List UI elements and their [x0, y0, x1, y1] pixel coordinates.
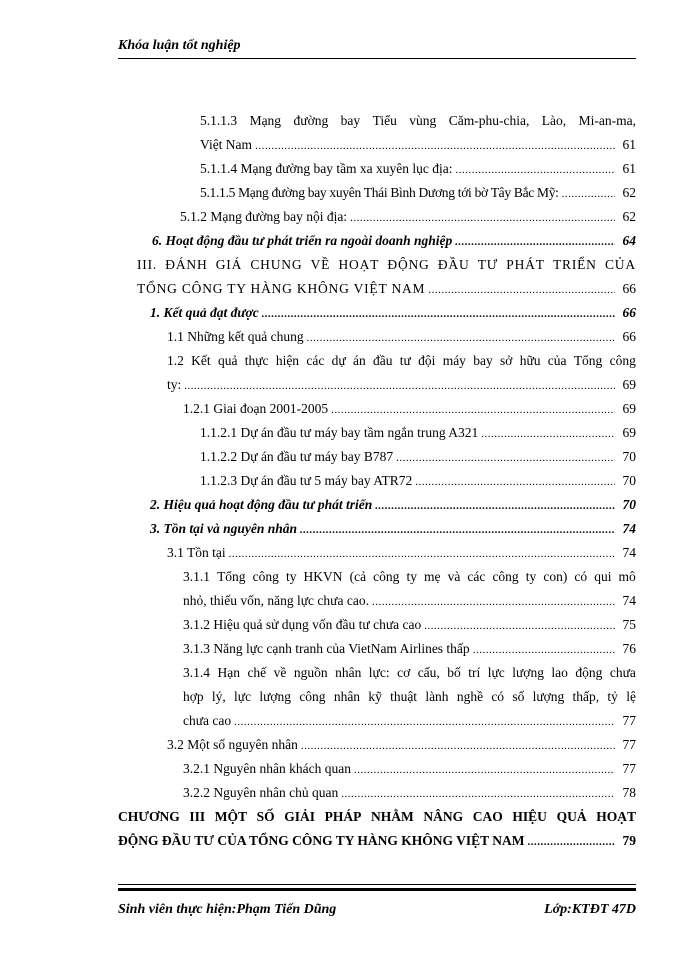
- page-number: 74: [622, 521, 636, 536]
- toc-word: ĐỘNG: [387, 257, 430, 272]
- toc-word: có: [491, 689, 505, 704]
- toc-word: HOẠT: [596, 809, 636, 824]
- toc-word: thấp,: [572, 689, 600, 704]
- toc-word: (cả: [349, 569, 367, 584]
- toc-word: lý,: [211, 689, 226, 704]
- toc-word: quả: [217, 353, 238, 368]
- toc-entry-5-1-2[interactable]: 5.1.2 Mạng đường bay nội địa: ..... 62: [180, 208, 636, 227]
- toc-word: lành: [425, 689, 449, 704]
- toc-word: MỘT: [214, 809, 248, 824]
- toc-word: vùng: [409, 113, 437, 128]
- toc-word: CỦA: [604, 257, 636, 272]
- toc-word: NÂNG: [423, 809, 464, 824]
- toc-word: hiện: [275, 353, 300, 368]
- toc-word: ty: [406, 569, 417, 584]
- toc-entry-3-2[interactable]: 3.2 Một số nguyên nhân ..... 77: [167, 736, 636, 755]
- toc-entry-3-1-2[interactable]: 3.1.2 Hiệu quả sử dụng vốn đầu tư chưa cao ..... 75: [183, 616, 636, 635]
- toc-entry-III[interactable]: TỔNG CÔNG TY HÀNG KHÔNG VIỆT NAM ..... 66: [137, 280, 636, 299]
- toc-entry-chapter-III[interactable]: ĐỘNG ĐẦU TƯ CỦA TỔNG CÔNG TY HÀNG KHÔNG VIỆT NAM ..... 79: [118, 832, 636, 851]
- toc-word: nguồn: [293, 665, 328, 680]
- toc-word: GIẢI: [284, 809, 316, 824]
- toc-word: đường: [293, 113, 329, 128]
- page-number: 74: [622, 545, 636, 560]
- toc-word: 5.1.1.3: [200, 113, 238, 128]
- toc-word: mẹ: [424, 569, 441, 584]
- toc-word: cấu,: [417, 665, 440, 680]
- header-title: Khóa luận tốt nghiệp: [118, 38, 241, 53]
- toc-word: ty: [525, 569, 537, 584]
- toc-word: lao: [551, 665, 568, 680]
- toc-entry-3[interactable]: 3. Tồn tại và nguyên nhân ..... 74: [150, 520, 636, 539]
- page-number: 69: [622, 377, 636, 392]
- toc-word: CHUNG: [250, 257, 303, 272]
- toc-word: lượng: [512, 665, 544, 680]
- page-number: 69: [622, 401, 636, 416]
- toc-entry-1-1-2-1[interactable]: 1.1.2.1 Dự án đầu tư máy bay tầm ngắn trung A321 ..... 69: [200, 424, 636, 443]
- page-number: 75: [622, 617, 636, 632]
- toc-entry-1-2-line1[interactable]: [167, 352, 636, 370]
- page-number: 76: [622, 641, 636, 656]
- toc-word: tỷ: [607, 689, 618, 704]
- toc-word: SỐ: [256, 809, 275, 824]
- toc-word: lượng: [532, 689, 565, 704]
- toc-word: công: [609, 353, 636, 368]
- toc-word: nghề: [456, 689, 484, 704]
- page-number: 77: [622, 713, 636, 728]
- toc-word: PHÁP: [324, 809, 362, 824]
- toc-entry-5-1-1-4[interactable]: 5.1.1.4 Mạng đường bay tầm xa xuyên lục địa: ..... 61: [200, 160, 636, 179]
- toc-word: trí: [468, 665, 481, 680]
- toc-entry-3-2-2[interactable]: 3.2.2 Nguyên nhân chủ quan ..... 78: [183, 784, 636, 803]
- toc-word: Tổng: [573, 353, 603, 368]
- toc-word: III.: [137, 257, 158, 272]
- toc-word: chưa: [609, 665, 636, 680]
- toc-word: HOẠT: [338, 257, 380, 272]
- page-number: 61: [622, 137, 636, 152]
- toc-entry-2[interactable]: 2. Hiệu quả hoạt động đầu tư phát triển ..... 70: [150, 496, 636, 515]
- toc-word: CHƯƠNG: [118, 809, 180, 824]
- page-number: 78: [622, 785, 636, 800]
- toc-word: hợp: [183, 689, 204, 704]
- toc-word: thực: [244, 353, 269, 368]
- toc-word: của: [547, 353, 567, 368]
- toc-word: Mạng: [249, 113, 282, 128]
- toc-word: tư: [399, 353, 411, 368]
- toc-word: 1.2: [167, 353, 184, 368]
- toc-word: Lào,: [541, 113, 567, 128]
- toc-word: sở: [500, 353, 513, 368]
- toc-entry-3-1-4[interactable]: chưa cao ..... 77: [183, 712, 636, 731]
- toc-word: các: [467, 569, 486, 584]
- toc-word: ĐẦU: [437, 257, 470, 272]
- toc-entry-3-1-4-line1[interactable]: [183, 664, 636, 682]
- toc-word: bay: [340, 113, 361, 128]
- toc-word: Hạn: [217, 665, 240, 680]
- toc-word: công: [299, 689, 326, 704]
- toc-entry-6[interactable]: 6. Hoạt động đầu tư phát triển ra ngoài doanh nghiệp ..... 64: [152, 232, 636, 251]
- toc-entry-chapter-III-line1[interactable]: [118, 808, 636, 826]
- toc-word: kỹ: [368, 689, 382, 704]
- toc-entry-3-1-4-line2[interactable]: [183, 688, 636, 706]
- toc-word: nhân: [333, 689, 361, 704]
- toc-word: công: [373, 569, 400, 584]
- toc-word: cơ: [397, 665, 411, 680]
- footer-rule-thin: [118, 884, 636, 885]
- toc-word: VỀ: [310, 257, 331, 272]
- toc-word: con): [543, 569, 568, 584]
- toc-word: TƯ: [477, 257, 499, 272]
- page-number: 77: [622, 737, 636, 752]
- toc-entry-5-1-1-3[interactable]: Việt Nam ..... 61: [200, 136, 636, 155]
- page-number: 70: [622, 449, 636, 464]
- toc-word: Tổng: [217, 569, 246, 584]
- toc-word: lực: [234, 689, 252, 704]
- toc-word: 3.1.4: [183, 665, 210, 680]
- toc-entry-1[interactable]: 1. Kết quả đạt được ..... 66: [150, 304, 636, 323]
- page-footer: [118, 902, 636, 918]
- footer-class: Lớp:KTĐT 47D: [544, 902, 636, 917]
- toc-word: đầu: [373, 353, 393, 368]
- toc-word: HIỆU: [512, 809, 547, 824]
- toc-word: về: [273, 665, 287, 680]
- page-number: 74: [622, 593, 636, 608]
- toc-word: án: [352, 353, 366, 368]
- toc-word: các: [306, 353, 325, 368]
- toc-word: lượng: [259, 689, 292, 704]
- page-number: 66: [622, 281, 636, 296]
- toc-word: đội: [418, 353, 436, 368]
- toc-word: nhân: [335, 665, 362, 680]
- toc-entry-3-1[interactable]: 3.1 Tồn tại ..... 74: [167, 544, 636, 563]
- toc-word: có: [574, 569, 588, 584]
- page-number: 61: [622, 161, 636, 176]
- toc-word: công: [492, 569, 519, 584]
- toc-word: công: [252, 569, 279, 584]
- toc-word: qui: [594, 569, 612, 584]
- toc-word: bay: [473, 353, 493, 368]
- page-number: 70: [622, 473, 636, 488]
- toc-word: dự: [331, 353, 346, 368]
- toc-word: CAO: [472, 809, 503, 824]
- page-number: 64: [622, 233, 636, 248]
- toc-word: hữu: [519, 353, 541, 368]
- toc-word: bố: [447, 665, 461, 680]
- toc-entry-1-2[interactable]: ty: ..... 69: [167, 376, 636, 395]
- toc-word: lực:: [368, 665, 390, 680]
- toc-entry-3-1-1[interactable]: nhỏ, thiếu vốn, năng lực chưa cao. ..... 74: [183, 592, 636, 611]
- toc-word: mô: [618, 569, 636, 584]
- toc-word: 3.1.1: [183, 569, 210, 584]
- toc-word: và: [447, 569, 461, 584]
- header-rule: [118, 58, 636, 59]
- toc-word: Tiểu: [372, 113, 397, 128]
- page-number: 62: [622, 185, 636, 200]
- toc-word: động: [575, 665, 603, 680]
- page-number: 62: [622, 209, 636, 224]
- toc-word: TRIỂN: [552, 257, 597, 272]
- toc-entry-3-2-1[interactable]: 3.2.1 Nguyên nhân khách quan ..... 77: [183, 760, 636, 779]
- toc-word: Mi-an-ma,: [578, 113, 636, 128]
- toc-entry-5-1-1-5[interactable]: 5.1.1.5 Mạng đường bay xuyên Thái Bình Dương tới bờ Tây Bắc Mỹ: ..... 62: [200, 184, 636, 203]
- toc-entry-1-1-2-2[interactable]: 1.1.2.2 Dự án đầu tư máy bay B787 ..... 70: [200, 448, 636, 467]
- toc-entry-1-1[interactable]: 1.1 Những kết quả chung ..... 66: [167, 328, 636, 347]
- toc-word: ĐÁNH: [165, 257, 208, 272]
- toc-word: thuật: [390, 689, 418, 704]
- toc-word: III: [189, 809, 206, 824]
- footer-rule-thick: [118, 888, 636, 891]
- toc-word: PHÁT: [506, 257, 545, 272]
- page-number: 70: [622, 497, 636, 512]
- page-number: 79: [622, 833, 636, 848]
- toc-entry-3-1-3[interactable]: 3.1.3 Năng lực cạnh tranh của VietNam Airlines thấp ..... 76: [183, 640, 636, 659]
- toc-entry-5-1-1-3-line1[interactable]: [200, 112, 636, 130]
- toc-word: lực: [487, 665, 505, 680]
- toc-word: ty: [285, 569, 297, 584]
- toc-word: chế: [247, 665, 267, 680]
- page-number: 66: [622, 305, 636, 320]
- toc-word: HKVN: [303, 569, 343, 584]
- toc-entry-III-line1[interactable]: [137, 256, 636, 274]
- toc-word: NHẰM: [371, 809, 414, 824]
- toc-word: QUẢ: [556, 809, 587, 824]
- toc-word: Kết: [191, 353, 211, 368]
- page-number: 77: [622, 761, 636, 776]
- footer-student: Sinh viên thực hiện:Phạm Tiến Dũng: [118, 902, 337, 917]
- toc-word: GIÁ: [215, 257, 243, 272]
- toc-word: số: [512, 689, 525, 704]
- page-number: 66: [622, 329, 636, 344]
- toc-word: lệ: [626, 689, 636, 704]
- toc-word: máy: [442, 353, 466, 368]
- toc-entry-3-1-1-line1[interactable]: [183, 568, 636, 586]
- page-number: 69: [622, 425, 636, 440]
- page-header: [118, 38, 634, 54]
- toc-word: Căm-phu-chia,: [448, 113, 530, 128]
- toc-entry-1-2-1[interactable]: 1.2.1 Giai đoạn 2001-2005 ..... 69: [183, 400, 636, 419]
- toc-entry-1-1-2-3[interactable]: 1.1.2.3 Dự án đầu tư 5 máy bay ATR72 ..... 70: [200, 472, 636, 491]
